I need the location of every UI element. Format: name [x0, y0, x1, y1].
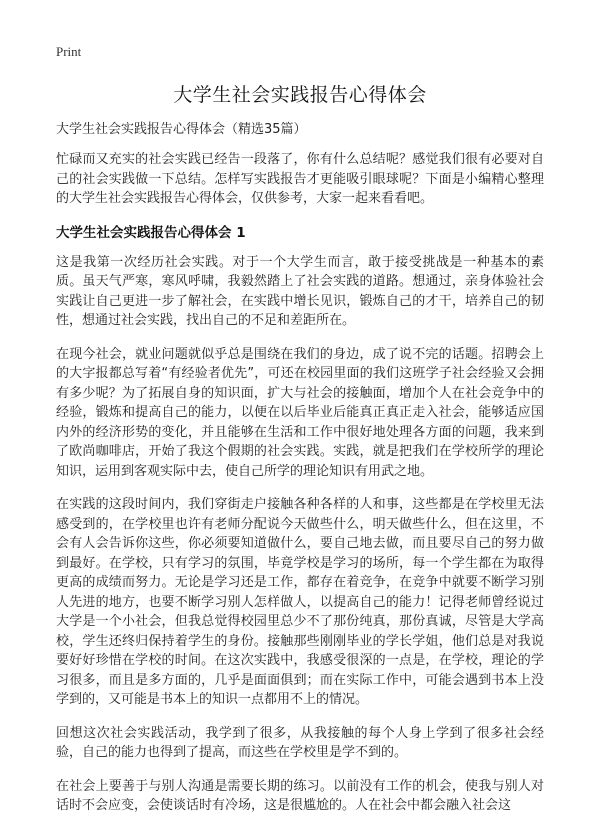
body-paragraph-2: 在现今社会，就业问题就似乎总是围绕在我们的身边，成了说不完的话题。招聘会上的大字报都总写着“有经验者优先”，可还在校园里面的我们这班学子社会经验又会拥有多少呢？为了拓展自身的知识面，扩大与社会的接触面，增加个人在社会竞争中的经验，锻炼和提高自己的能力，以便在以后毕业后能真正真正走入社会，能够适应国内外的经济形势的变化，并且能够在生活和工作中很好地处理各方面的问题，我来到了欧尚咖啡店，开始了我这个假期的社会实践。实践，就是把我们在学校所学的理论知识，运用到客观实际中去，使自己所学的理论知识有用武之地。 [56, 346, 544, 479]
body-paragraph-3: 在实践的这段时间内，我们穿街走户接触各种各样的人和事，这些都是在学校里无法感受到的，在学校里也许有老师分配说今天做些什么，明天做些什么，但在这里，不会有人会告诉你这些，你必须要知道做什么，要自己地去做，而且要尽自己的努力做到最好。在学校，只有学习的氛围，毕竟学校是学习的场所，每一个学生都在为取得更高的成绩而努力。无论是学习还是工作，都存在着竞争，在竞争中就要不断学习别人先进的地方，也要不断学习别人怎样做人，以提高自己的能力！记得老师曾经说过大学是一个小社会，但我总觉得校园里总少不了那份纯真，那份真诚，尽管是大学高校，学生还终归保持着学生的身份。接触那些刚刚毕业的学长学姐，他们总是对我说要好好珍惜在学校的时间。在这次实践中，我感受很深的一点是，在学校，理论的学习很多，而且是多方面的，几乎是面面俱到；而在实际工作中，可能会遇到书本上没学到的，又可能是书本上的知识一点都用不上的情况。 [56, 497, 544, 707]
body-paragraph-1: 这是我第一次经历社会实践。对于一个大学生而言，敢于接受挑战是一种基本的素质。虽天气严寒，寒风呼啸，我毅然踏上了社会实践的道路。想通过，亲身体验社会实践让自己更进一步了解社会，在实践中增长见识，锻炼自己的才干，培养自己的韧性，想通过社会实践，找出自己的不足和差距所在。 [56, 254, 544, 328]
body-paragraph-5: 在社会上要善于与别人沟通是需要长期的练习。以前没有工作的机会，使我与别人对话时不会应变，会使谈话时有冷场，这是很尴尬的。人在社会中都会融入社会这 [56, 778, 544, 813]
article-body [56, 120, 544, 830]
body-paragraph-4: 回想这次社会实践活动，我学到了很多，从我接触的每个人身上学到了很多社会经验，自己的能力也得到了提高，而这些在学校里是学不到的。 [56, 725, 544, 760]
article-subtitle: 大学生社会实践报告心得体会（精选35篇） [56, 122, 307, 137]
page-title: 大学生社会实践报告心得体会 [173, 84, 427, 106]
section-heading: 大学生社会实践报告心得体会 1 [56, 224, 246, 241]
intro-paragraph: 忙碌而又充实的社会实践已经告一段落了，你有什么总结呢？感觉我们很有必要对自己的社会实践做一下总结。怎样写实践报告才更能吸引眼球呢？下面是小编精心整理的大学生社会实践报告心得体会，仅供参考，大家一起来看看吧。 [56, 152, 544, 206]
print-link[interactable]: Print [56, 44, 82, 59]
